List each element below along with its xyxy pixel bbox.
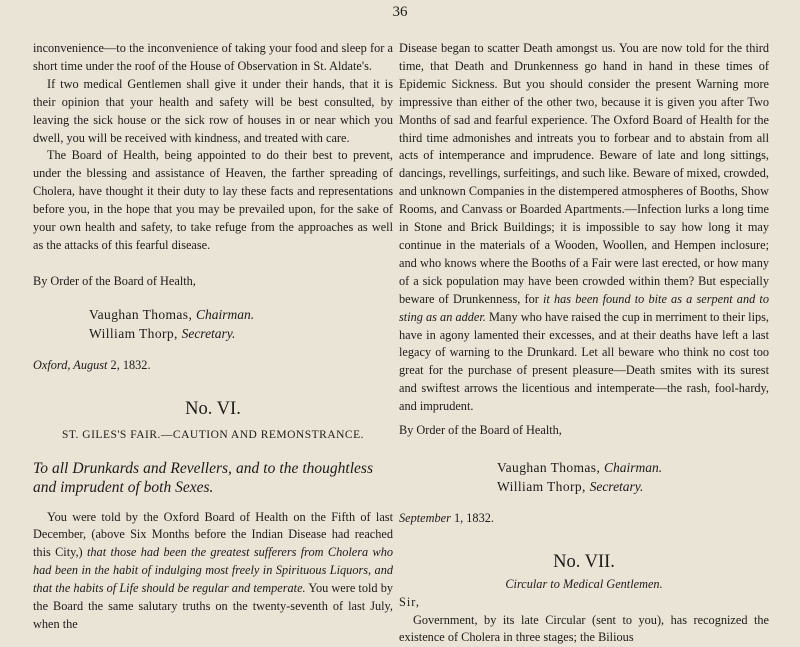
chairman-name: Vaughan Thomas, <box>497 459 601 475</box>
section-title: To all Drunkards and Revellers, and to the thoughtless and imprudent of both Sexes. <box>33 459 373 496</box>
paragraph <box>33 509 393 634</box>
paragraph: Government, by its late Circular (sent to you), has recognized the existence of Cholera in three stages; the Bilious <box>399 612 769 645</box>
signature-chairman <box>483 458 769 477</box>
date-place: September <box>399 510 451 525</box>
chairman-name: Vaughan Thomas, <box>89 306 193 322</box>
signature-secretary <box>75 324 393 343</box>
paragraph-italic-text: that those had been the greatest sufferers from Cholera who had been in the habit of indulging most freely in Spirituous Liquors, and that the habits of Life should be regular and temperate. <box>33 545 393 596</box>
secretary-name: William Thorp, <box>89 325 178 341</box>
paragraph-text: You were told by the Board the same salutary truths on the twenty-seventh of last July, when the <box>33 581 393 631</box>
chairman-title: Chairman. <box>604 459 663 475</box>
paragraph: The Board of Health, being appointed to do their best to prevent, under the blessing and assistance of Heaven, the farther spreading of Cholera, have thought it their duty to lay these facts and representations before you, in the hope that you may be prevailed upon, for the sake of your own health and safety, to take refuge from the approaches as well as the attacks of this fearful disease. <box>33 148 393 252</box>
secretary-title: Secretary. <box>589 478 644 494</box>
section-number: No. VII. <box>553 551 615 572</box>
right-column <box>399 40 769 647</box>
paragraph: If two medical Gentlemen shall give it under their hands, that it is their opinion that your health and safety will be best consulted, by leaving the sick house or the sick row of houses in or near which you dwell, you will be received with kindness, and treated with care. <box>33 76 393 145</box>
paragraph <box>399 40 769 416</box>
paragraph-italic-text: it has been found to bite as a serpent and to sting as an adder. <box>399 291 769 324</box>
secretary-title: Secretary. <box>181 325 236 341</box>
order-line: By Order of the Board of Health, <box>33 273 196 288</box>
paragraph-text: Disease began to scatter Death amongst us. You are now told for the third time, that Death and Drunkenness go hand in hand in these times of Epidemic Sickness. But you should consider the present Warning more impressive than either of the other two, because it is given you after Two Months of sad and fearful experience. The Oxford Board of Health for the third time admonishes and intreats you to forbear and to abstain from all acts of intemperance and imprudence. Beware of late and long sittings, dancings, revellings, surfeitings, and such like. Beware of mixed, crowded, and unknown Companies in the distempered atmospheres of Booths, Show Rooms, and Canvass or Boarded Apartments.—Infection lurks a long time in Stone and Brick Buildings; it is impossible to say how long it may continue in the materials of a Wooden, Woollen, and Hempen inclosure; and who knows where the Booths of a Fair were last erected, or how many of a sick population may have been crowded within them? But especially beware of Drunkenness, for <box>399 41 769 306</box>
page-number: 36 <box>392 4 408 20</box>
section-number: No. VI. <box>185 398 241 419</box>
signature-secretary <box>483 477 769 496</box>
left-column <box>33 40 393 634</box>
order-line: By Order of the Board of Health, <box>399 423 562 438</box>
paragraph: inconvenience—to the inconvenience of taking your food and sleep for a short time under the roof of the House of Observation in St. Aldate's. <box>33 41 393 73</box>
secretary-name: William Thorp, <box>497 478 586 494</box>
signature-chairman <box>75 305 393 324</box>
date-place: Oxford, August <box>33 357 108 372</box>
date-number: 2, 1832. <box>110 357 151 372</box>
section-subheading: Circular to Medical Gentlemen. <box>505 576 663 591</box>
chairman-title: Chairman. <box>196 306 255 322</box>
salutation: Sir, <box>399 594 420 609</box>
paragraph-text: Many who have raised the cup in merriment to their lips, have in agony lamented their excesses, and at their deaths have left a last legacy of warning to the Drunkard. Let all beware who think no cost too great for the purchase of present pleasure—Death smites with its surest and swiftest arrows the licentious and intemperate—the rash, fool-hardy, and imprudent. <box>399 309 769 414</box>
paragraph-text: You were told by the Oxford Board of Health on the Fifth of last December, (above Six Months before the Indian Disease had reached this City,) <box>33 509 393 560</box>
date-line <box>33 357 393 375</box>
section-subheading: ST. GILES'S FAIR.—CAUTION AND REMONSTRANCE. <box>61 428 365 441</box>
date-number: 1, 1832. <box>453 510 494 525</box>
date-line <box>399 510 769 528</box>
